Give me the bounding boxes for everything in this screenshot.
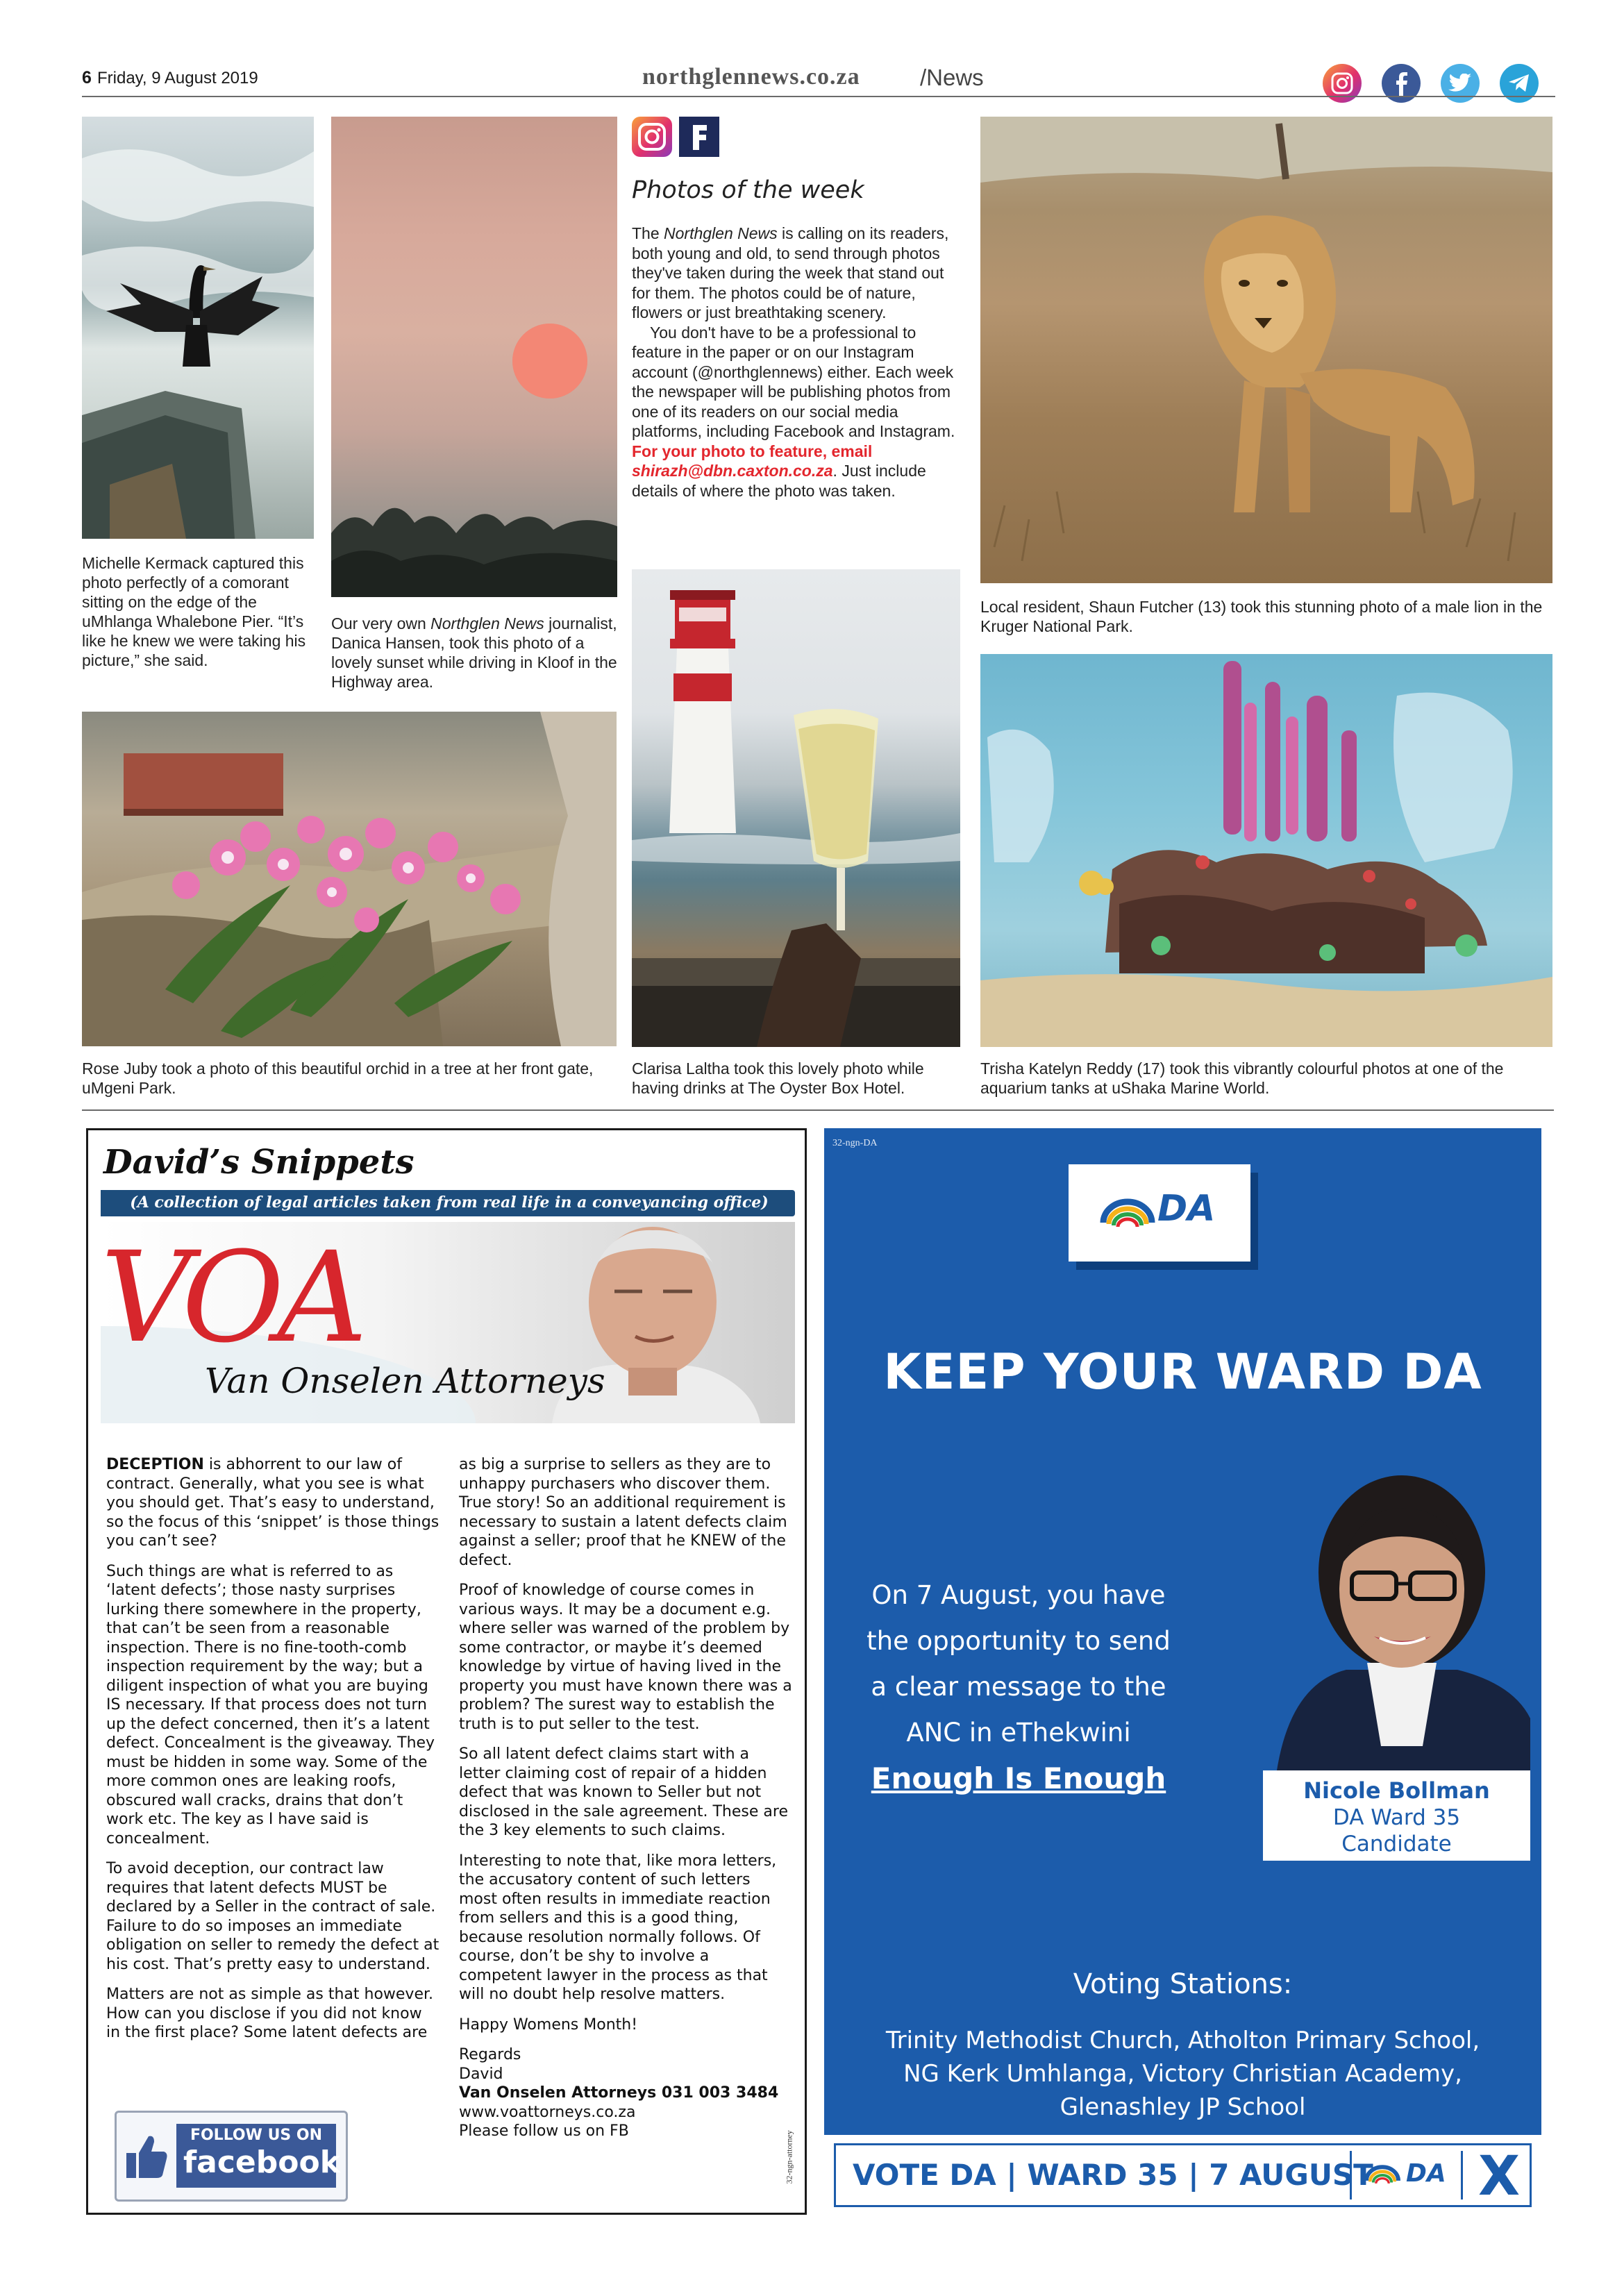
da-headline: KEEP YOUR WARD DA [883,1343,1482,1400]
ad-code-vertical: 32-ngn-attorney [784,2130,794,2184]
page-number: 6 [82,68,92,87]
da-rainbow-icon [1362,2158,1403,2193]
photo-sunset [331,117,617,597]
da-footer-logo: DA [1350,2151,1463,2199]
vo-logo-letters: VOA [101,1225,361,1371]
da-logo-box [1069,1164,1250,1262]
fb-wordmark: facebook [183,2145,340,2180]
article-column-1: DECEPTION is abhorrent to our law of contract. Generally, what you see is what you should get. That’s easy to understand, so the focus of this ‘snippet’ is those things you can’t see? Such things are what is referred to as ‘latent defects’; those nasty surprises lurking there somewhere in the property, that can’t be seen from a reasonable inspection. There is no fine-tooth-comb inspection requirement by the way; but a diligent inspection of what you are buying IS necessary. If that process does not turn up the defect concerned, then it’s a latent defect. Concealment is the giveaway. They must be hidden in some way. Some of the more common ones are leaking roofs, obscured wall cracks, drains that don’t work etc. The key as I have said is concealment. To avoid deception, our contract law requires that latent defects MUST be declared by a Seller in the contract of sale. Failure to do so imposes an immediate obligation on seller to remedy the defect at his cost. That’s pretty easy to understand. Matters are not as simple as that however. How can you disclose if you did not know in the first place? Some latent defects are [106,1456,440,2041]
caption-lighthouse: Clarisa Laltha took this lovely photo while having drinks at The Oyster Box Hotel. [632,1059,924,1097]
candidate-title: Candidate [1341,1832,1452,1857]
photo-lion [980,117,1552,583]
photo-orchid [82,712,617,1046]
voting-stations-list: Trinity Methodist Church, Atholton Primary School, NG Kerk Umhlanga, Victory Christian Academy, Glenashley JP School [885,2027,1480,2121]
caption-aquarium: Trisha Katelyn Reddy (17) took this vibrantly colourful photos at one of the aquarium tanks at uShaka Marine World. [980,1059,1504,1097]
fb-follow-label: FOLLOW US ON [190,2127,323,2144]
feature-email-link[interactable]: shirazh@dbn.caxton.co.za [632,462,833,480]
ad-banner [101,1222,795,1423]
vo-firm-name: Van Onselen Attorneys [205,1361,605,1401]
section-name: /News [920,65,984,90]
photo-aquarium [980,654,1552,1047]
instagram-icon [632,117,672,157]
vo-website-link[interactable]: www.voattorneys.co.za [459,2103,636,2121]
da-rainbow-icon [1096,1188,1159,1241]
photo-cormorant [82,117,314,539]
site-name[interactable]: northglennews.co.za [642,64,860,90]
feature-intro: The Northglen News is calling on its readers, both young and old, to send through photos they've taken during the week that stand out for them. The photos could be of nature, flowers or just breathtaking scenery. You don't have to be a professional to feature in the paper or on our Instagram account (@northglennews) either. Each week the newspaper will be publishing photos from one of its readers on our social media platforms, including Facebook and Instagram. For your photo to feature, email shirazh@dbn.caxton.co.za. Just include details of where the photo was taken. [632,224,955,500]
da-footer-bar [834,2143,1532,2207]
header-rule [82,96,1555,97]
da-footer-text: VOTE DA | WARD 35 | 7 AUGUST [853,2158,1373,2192]
feature-heading: Photos of the week [632,176,864,204]
ad-subtitle: (A collection of legal articles taken from real life in a conveyancing office) [130,1193,769,1212]
da-message: On 7 August, you have the opportunity to send a clear message to the ANC in eThekwini Enough Is Enough [867,1580,1171,1795]
candidate-name: Nicole Bollman [1303,1777,1490,1804]
caption-lion: Local resident, Shaun Futcher (13) took this stunning photo of a male lion in the Kruger National Park. [980,598,1543,635]
candidate-photo [1263,1455,1530,1770]
ad-code: 32-ngn-DA [832,1138,878,1148]
facebook-follow-button[interactable] [115,2111,348,2202]
da-logo-text: DA [1157,1188,1216,1230]
candidate-role: DA Ward 35 [1332,1805,1461,1830]
article-column-2: as big a surprise to sellers as they are to unhappy purchasers who discover them. True story! So an additional requirement is necessary to sustain a latent defects claim against a seller; proof that he KNEW of the defect. Proof of knowledge of course comes in various ways. It may be a document e.g. where seller was warned of the problem by some contractor, or maybe it’s deemed knowledge by virtue of having lived in the property you must have known there was a problem? The surest way to establish the truth is to put seller to the test. So all latent defect claims start with a letter claiming cost of repair of a hidden defect that was known to Seller but not disclosed in the sale agreement. These are the 3 key elements to such claims. Interesting to note that, like mora letters, the accusatory content of such letters most often results in immediate reaction from sellers and this is a good thing, because resolution normally follows. Of course, don’t be shy to involve a competent lawyer in the process as that will no doubt help resolve matters. Happy Womens Month! Regards David Van Onselen Attorneys 031 003 3484 www.voattorneys.co.za Please follow us on FB [459,1456,792,2140]
page-date: Friday, 9 August 2019 [97,69,258,87]
section-rule [82,1109,1554,1111]
thumbs-up-icon [125,2132,168,2179]
caption-cormorant: Michelle Kermack captured this photo perfectly of a comorant sitting on the edge of the uMhlanga Whalebone Pier. “It’s like he knew we were taking his picture,” she said. [82,554,306,669]
candidate-card [1263,1770,1530,1861]
caption-sunset: Our very own Northglen News journalist, Danica Hansen, took this photo of a lovely sunset while driving in Kloof in the Highway area. [331,614,617,691]
vote-x-mark: X [1461,2151,1529,2199]
ad-title: David’s Snippets [103,1143,415,1182]
da-election-ad [824,1128,1541,2215]
voting-stations-title: Voting Stations: [1073,1968,1293,2000]
caption-orchid: Rose Juby took a photo of this beautiful orchid in a tree at her front gate, uMgeni Park. [82,1059,594,1097]
facebook-icon [679,117,719,157]
van-onselen-ad [86,1128,807,2215]
photo-lighthouse [632,569,960,1047]
